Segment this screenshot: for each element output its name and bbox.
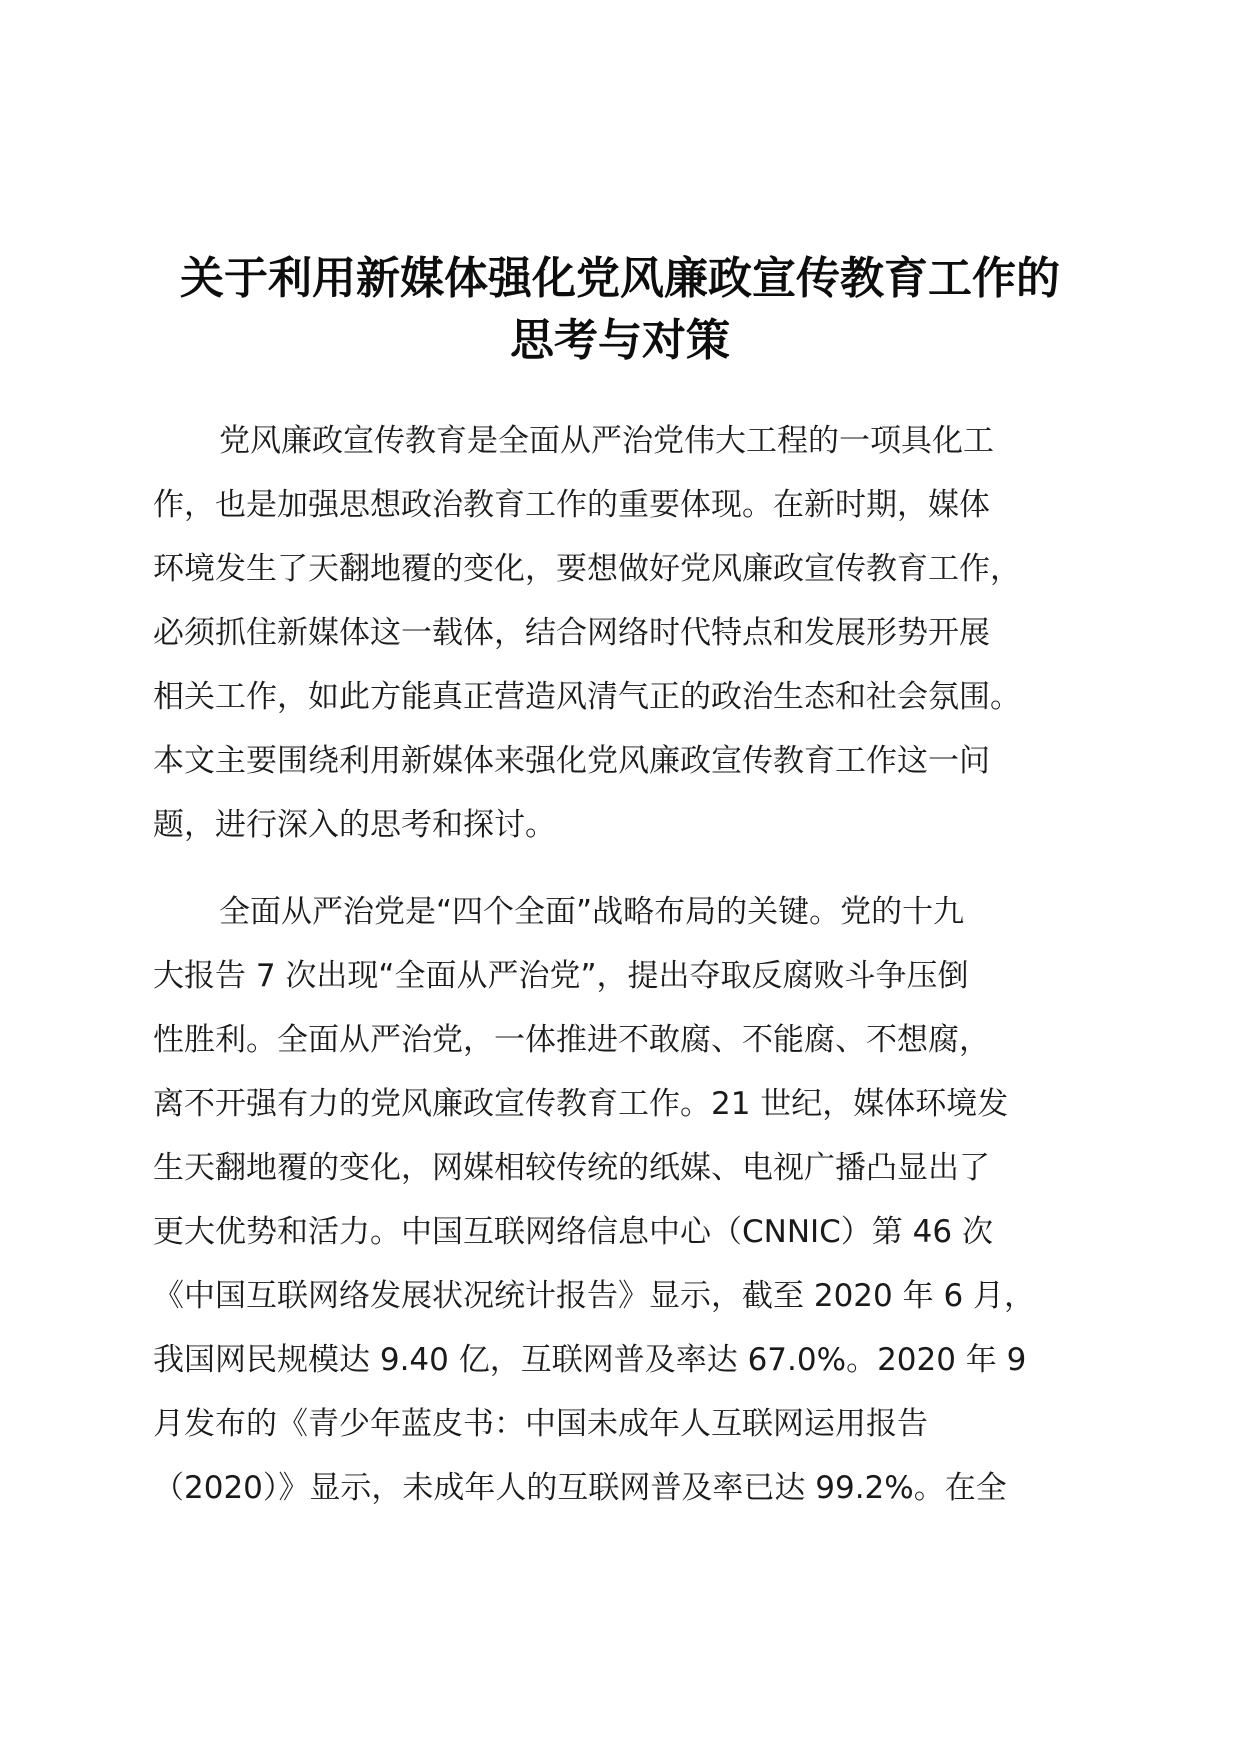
paragraph-2-line-4: 离不开强有力的党风廉政宣传教育工作。21 世纪，媒体环境发 — [153, 1086, 1009, 1122]
paragraph-2 — [153, 880, 1103, 1520]
paragraph-2-line-6: 更大优势和活力。中国互联网络信息中心（CNNIC）第 46 次 — [153, 1214, 993, 1250]
paragraph-1-line-4: 必须抓住新媒体这一载体，结合网络时代特点和发展形势开展 — [153, 615, 990, 651]
title-line-1: 关于利用新媒体强化党风廉政宣传教育工作的 — [180, 253, 1060, 304]
paragraph-1 — [153, 409, 1103, 857]
title-line-2: 思考与对策 — [510, 315, 730, 366]
paragraph-2-line-3: 性胜利。全面从严治党，一体推进不敢腐、不能腐、不想腐， — [153, 1022, 990, 1058]
document-title — [140, 248, 1100, 372]
paragraph-2-line-2: 大报告 7 次出现“全面从严治党”，提出夺取反腐败斗争压倒 — [153, 958, 969, 994]
paragraph-2-line-8: 我国网民规模达 9.40 亿，互联网普及率达 67.0%。2020 年 9 — [153, 1342, 1027, 1378]
paragraph-1-line-6: 本文主要围绕利用新媒体来强化党风廉政宣传教育工作这一问 — [153, 743, 990, 779]
paragraph-1-line-5: 相关工作，如此方能真正营造风清气正的政治生态和社会氛围。 — [153, 679, 1021, 715]
paragraph-1-line-7: 题，进行深入的思考和探讨。 — [153, 807, 556, 843]
paragraph-2-line-1: 全面从严治党是“四个全面”战略布局的关键。党的十九 — [219, 894, 965, 930]
paragraph-1-line-2: 作，也是加强思想政治教育工作的重要体现。在新时期，媒体 — [153, 487, 990, 523]
paragraph-2-line-7: 《中国互联网络发展状况统计报告》显示，截至 2020 年 6 月， — [153, 1278, 1036, 1314]
paragraph-2-line-5: 生天翻地覆的变化，网媒相较传统的纸媒、电视广播凸显出了 — [153, 1150, 990, 1186]
paragraph-2-line-10: （2020）》显示，未成年人的互联网普及率已达 99.2%。在全 — [153, 1470, 1007, 1506]
paragraph-2-line-9: 月发布的《青少年蓝皮书：中国未成年人互联网运用报告 — [153, 1406, 928, 1442]
paragraph-1-line-3: 环境发生了天翻地覆的变化，要想做好党风廉政宣传教育工作， — [153, 551, 1021, 587]
paragraph-1-line-1: 党风廉政宣传教育是全面从严治党伟大工程的一项具化工 — [219, 423, 994, 459]
